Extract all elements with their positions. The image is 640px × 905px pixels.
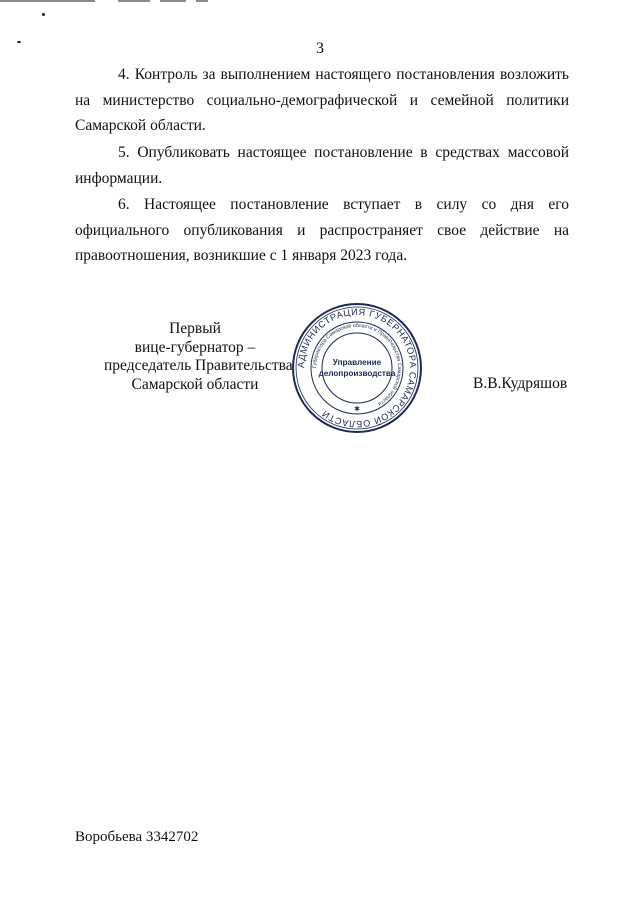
- stamp-outer-text: АДМИНИСТРАЦИЯ ГУБЕРНАТОРА САМАРСКОЙ ОБЛАСТИ: [295, 306, 419, 430]
- stamp-center-line: Управление: [332, 358, 382, 367]
- signatory-title: [104, 320, 293, 394]
- scan-artifact-line: [196, 0, 208, 2]
- signer-name: В.В.Кудряшов: [473, 375, 568, 392]
- scan-artifact-line: [118, 0, 150, 2]
- official-stamp: [290, 301, 424, 435]
- signatory-title-line: председатель Правительства: [104, 357, 293, 374]
- stamp-star-icon: ✱: [354, 405, 360, 413]
- paragraph-5: 5. Опубликовать настоящее постановление в средствах массовой информации.: [75, 144, 569, 187]
- scan-speck: [42, 13, 45, 16]
- scan-artifact-line: [160, 0, 186, 2]
- paragraph-6: 6. Настоящее постановление вступает в силу со дня его официального опубликования и распространяет свое действие на правоотношения, возникшие с 1 января 2023 года.: [75, 196, 569, 264]
- signatory-title-line: вице-губернатор –: [134, 338, 256, 356]
- signatory-title-line: Первый: [169, 320, 221, 337]
- page-number: 3: [316, 40, 324, 57]
- paragraph-4: 4. Контроль за выполнением настоящего постановления возложить на министерство социально-демографической и семейной политики Самарской области.: [75, 66, 569, 134]
- stamp-graphic: [290, 301, 424, 435]
- stamp-inner-text: Губернатора Самарской области и Правительства Самарской области: [311, 322, 403, 407]
- stamp-middle-ring: [311, 322, 403, 414]
- executor-contact: Воробьева 3342702: [75, 829, 199, 845]
- stamp-center-line: делопроизводства: [318, 369, 396, 378]
- stamp-inner-ring: [322, 333, 392, 403]
- scan-artifact-line: [0, 0, 95, 2]
- signatory-title-line: Самарской области: [131, 375, 259, 393]
